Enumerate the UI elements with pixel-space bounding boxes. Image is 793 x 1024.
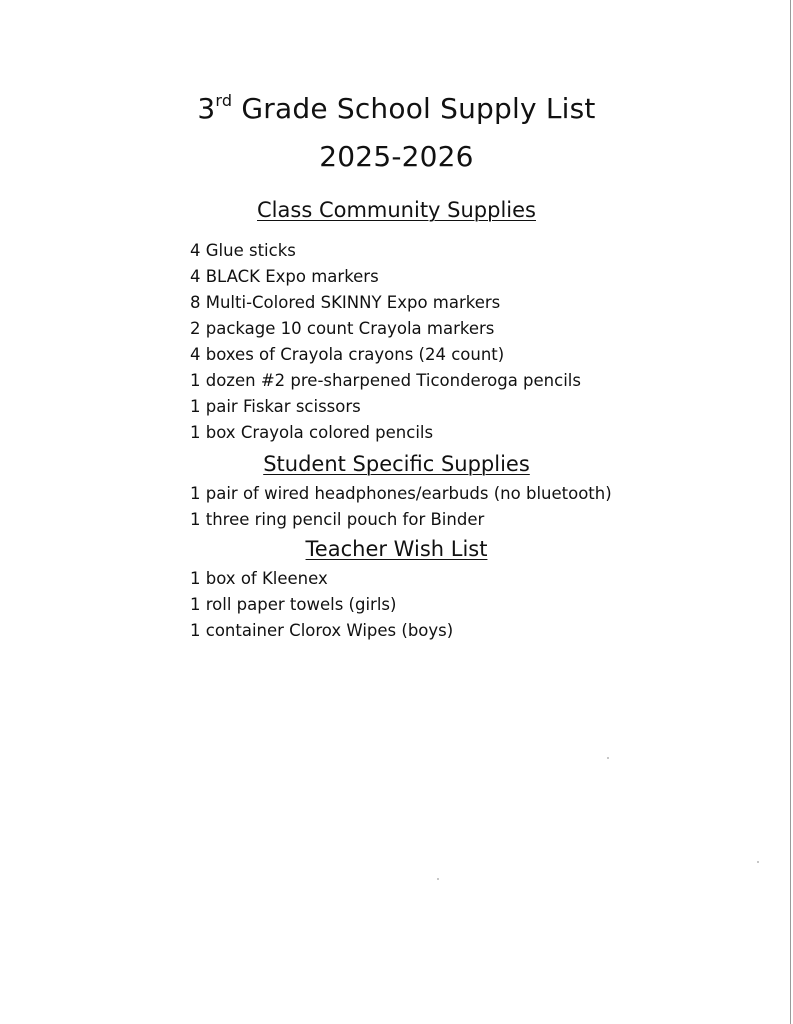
list-item: 1 box of Kleenex: [190, 569, 328, 588]
list-item: 1 pair of wired headphones/earbuds (no bluetooth): [190, 484, 612, 503]
teacher-wish-list-heading: Teacher Wish List: [305, 537, 488, 561]
student-supplies-list: [190, 481, 612, 533]
student-supplies-heading: Student Specific Supplies: [263, 452, 530, 476]
grade-suffix: rd: [215, 91, 233, 110]
list-item: 1 dozen #2 pre-sharpened Ticonderoga pencils: [190, 371, 581, 390]
list-item: 4 Glue sticks: [190, 241, 296, 260]
scan-speck: [757, 861, 759, 863]
community-supplies-heading: Class Community Supplies: [257, 198, 536, 222]
list-item: 1 three ring pencil pouch for Binder: [190, 510, 485, 529]
community-supplies-list: [190, 238, 581, 446]
page-title: [0, 92, 793, 126]
scan-speck: [607, 757, 609, 759]
list-item: 2 package 10 count Crayola markers: [190, 319, 495, 338]
title-text: Grade School Supply List: [241, 92, 596, 125]
list-item: 1 box Crayola colored pencils: [190, 423, 434, 442]
scan-speck: [437, 878, 439, 880]
grade-number: 3: [197, 92, 216, 125]
list-item: 1 roll paper towels (girls): [190, 595, 397, 614]
list-item: 1 container Clorox Wipes (boys): [190, 621, 454, 640]
school-year: 2025-2026: [319, 140, 474, 173]
list-item: 8 Multi-Colored SKINNY Expo markers: [190, 293, 501, 312]
list-item: 1 pair Fiskar scissors: [190, 397, 361, 416]
teacher-wish-list: [190, 566, 453, 644]
list-item: 4 boxes of Crayola crayons (24 count): [190, 345, 505, 364]
list-item: 4 BLACK Expo markers: [190, 267, 379, 286]
